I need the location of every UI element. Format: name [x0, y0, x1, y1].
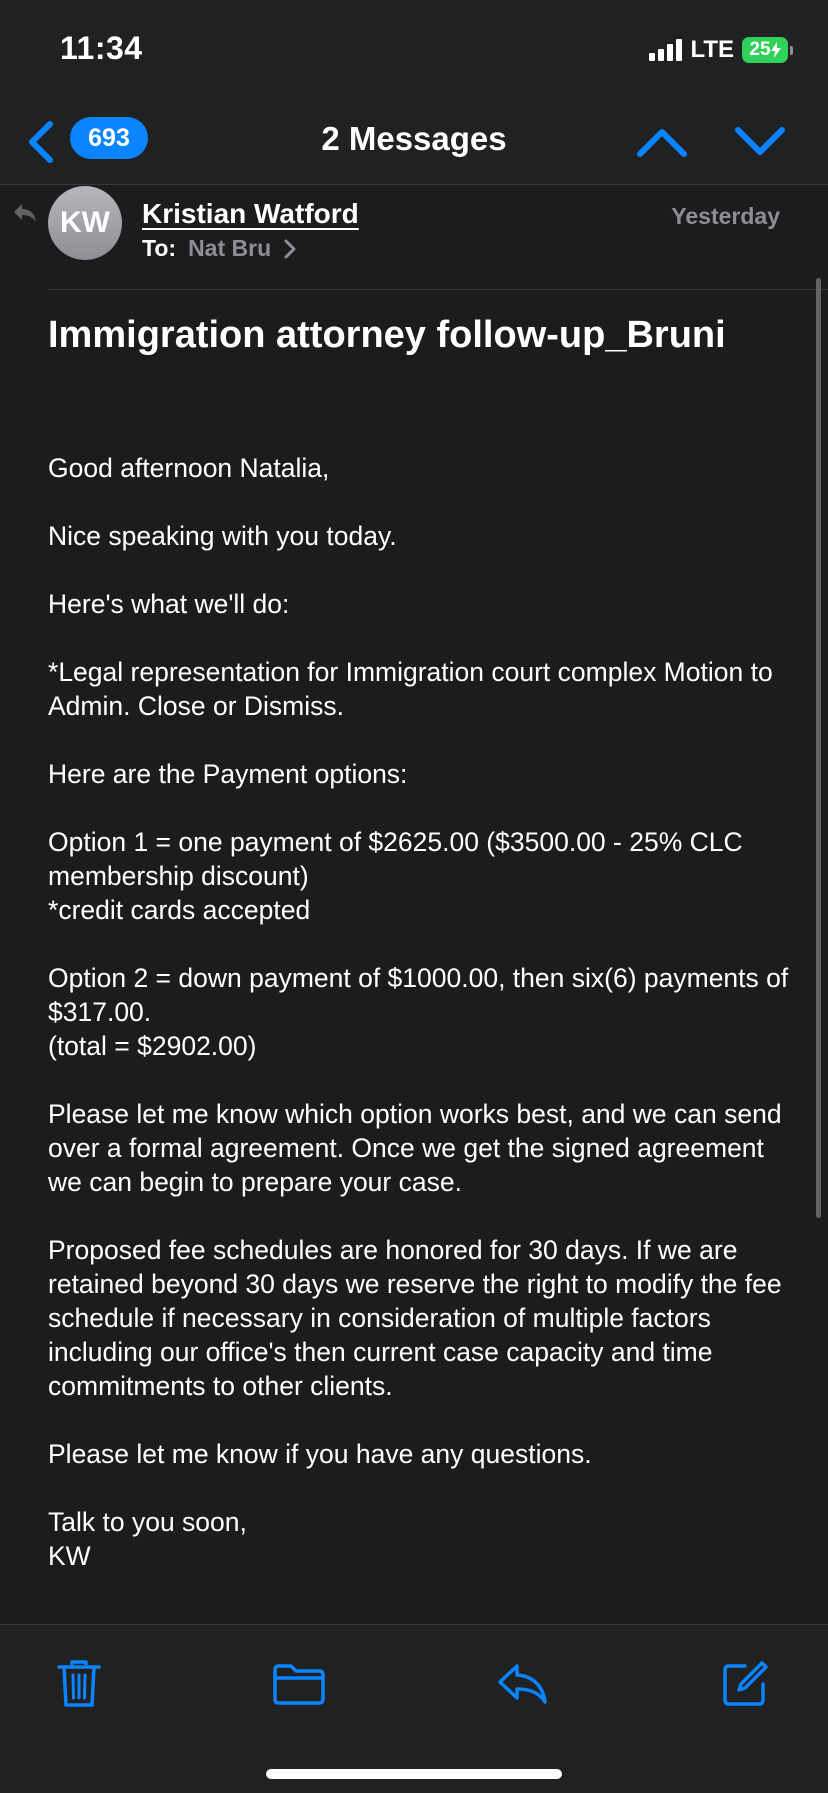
home-indicator[interactable]: [266, 1769, 562, 1779]
body-paragraph: Here's what we'll do:: [48, 589, 290, 619]
battery-level: 25: [749, 39, 771, 60]
email-body: [48, 451, 798, 1573]
body-paragraph: Please let me know which option works best, and we can send over a formal agreement. Once we get the signed agreement we can begin to prepare your case.: [48, 1099, 782, 1197]
body-paragraph: *Legal representation for Immigration court complex Motion to Admin. Close or Dismiss.: [48, 657, 773, 721]
chevron-right-icon: [283, 239, 297, 259]
body-paragraph: Option 1 = one payment of $2625.00 ($3500.00 - 25% CLC membership discount) *credit cards accepted: [48, 827, 743, 925]
trash-icon: [57, 1659, 101, 1709]
compose-icon: [721, 1660, 769, 1708]
trash-button[interactable]: [52, 1657, 106, 1711]
replied-indicator-icon: [12, 202, 38, 224]
compose-button[interactable]: [718, 1657, 772, 1711]
bottom-toolbar: [0, 1624, 828, 1793]
recipient-row[interactable]: [142, 235, 297, 262]
folder-icon: [272, 1663, 326, 1705]
body-paragraph: Proposed fee schedules are honored for 30 days. If we are retained beyond 30 days we reserve the right to modify the fee schedule if necessary in consideration of multiple factors including our office's then current case capacity and time commitments to other clients.: [48, 1235, 782, 1401]
reply-icon: [497, 1662, 549, 1706]
status-time: 11:34: [60, 30, 143, 66]
status-indicators: [649, 36, 788, 64]
navigation-bar: [0, 100, 828, 185]
reply-button[interactable]: [496, 1657, 550, 1711]
sender-name[interactable]: Kristian Watford: [142, 198, 359, 229]
battery-icon: [742, 37, 788, 63]
charging-bolt-icon: [771, 42, 781, 58]
body-paragraph: Nice speaking with you today.: [48, 521, 397, 551]
next-message-chevron-icon[interactable]: [734, 122, 786, 162]
body-paragraph: Good afternoon Natalia,: [48, 453, 330, 483]
nav-title: 2 Messages: [321, 120, 507, 157]
to-label: To:: [142, 235, 177, 261]
body-paragraph: Option 2 = down payment of $1000.00, then six(6) payments of $317.00. (total = $2902.00): [48, 963, 789, 1061]
recipient-name: Nat Bru: [188, 235, 272, 261]
message-timestamp: Yesterday: [671, 203, 780, 229]
body-paragraph: Please let me know if you have any questions.: [48, 1439, 592, 1469]
scrollbar[interactable]: [816, 278, 821, 1218]
move-to-folder-button[interactable]: [272, 1657, 326, 1711]
body-paragraph: Here are the Payment options:: [48, 759, 408, 789]
body-paragraph: Talk to you soon, KW: [48, 1507, 247, 1571]
previous-message-chevron-icon[interactable]: [636, 122, 688, 162]
unread-count-badge[interactable]: 693: [70, 117, 148, 159]
email-subject: Immigration attorney follow-up_Bruni: [48, 314, 726, 356]
network-label: LTE: [690, 36, 734, 63]
status-bar: [0, 0, 828, 100]
header-divider: [48, 289, 828, 290]
sender-avatar[interactable]: KW: [48, 186, 122, 260]
signal-icon: [649, 39, 682, 61]
